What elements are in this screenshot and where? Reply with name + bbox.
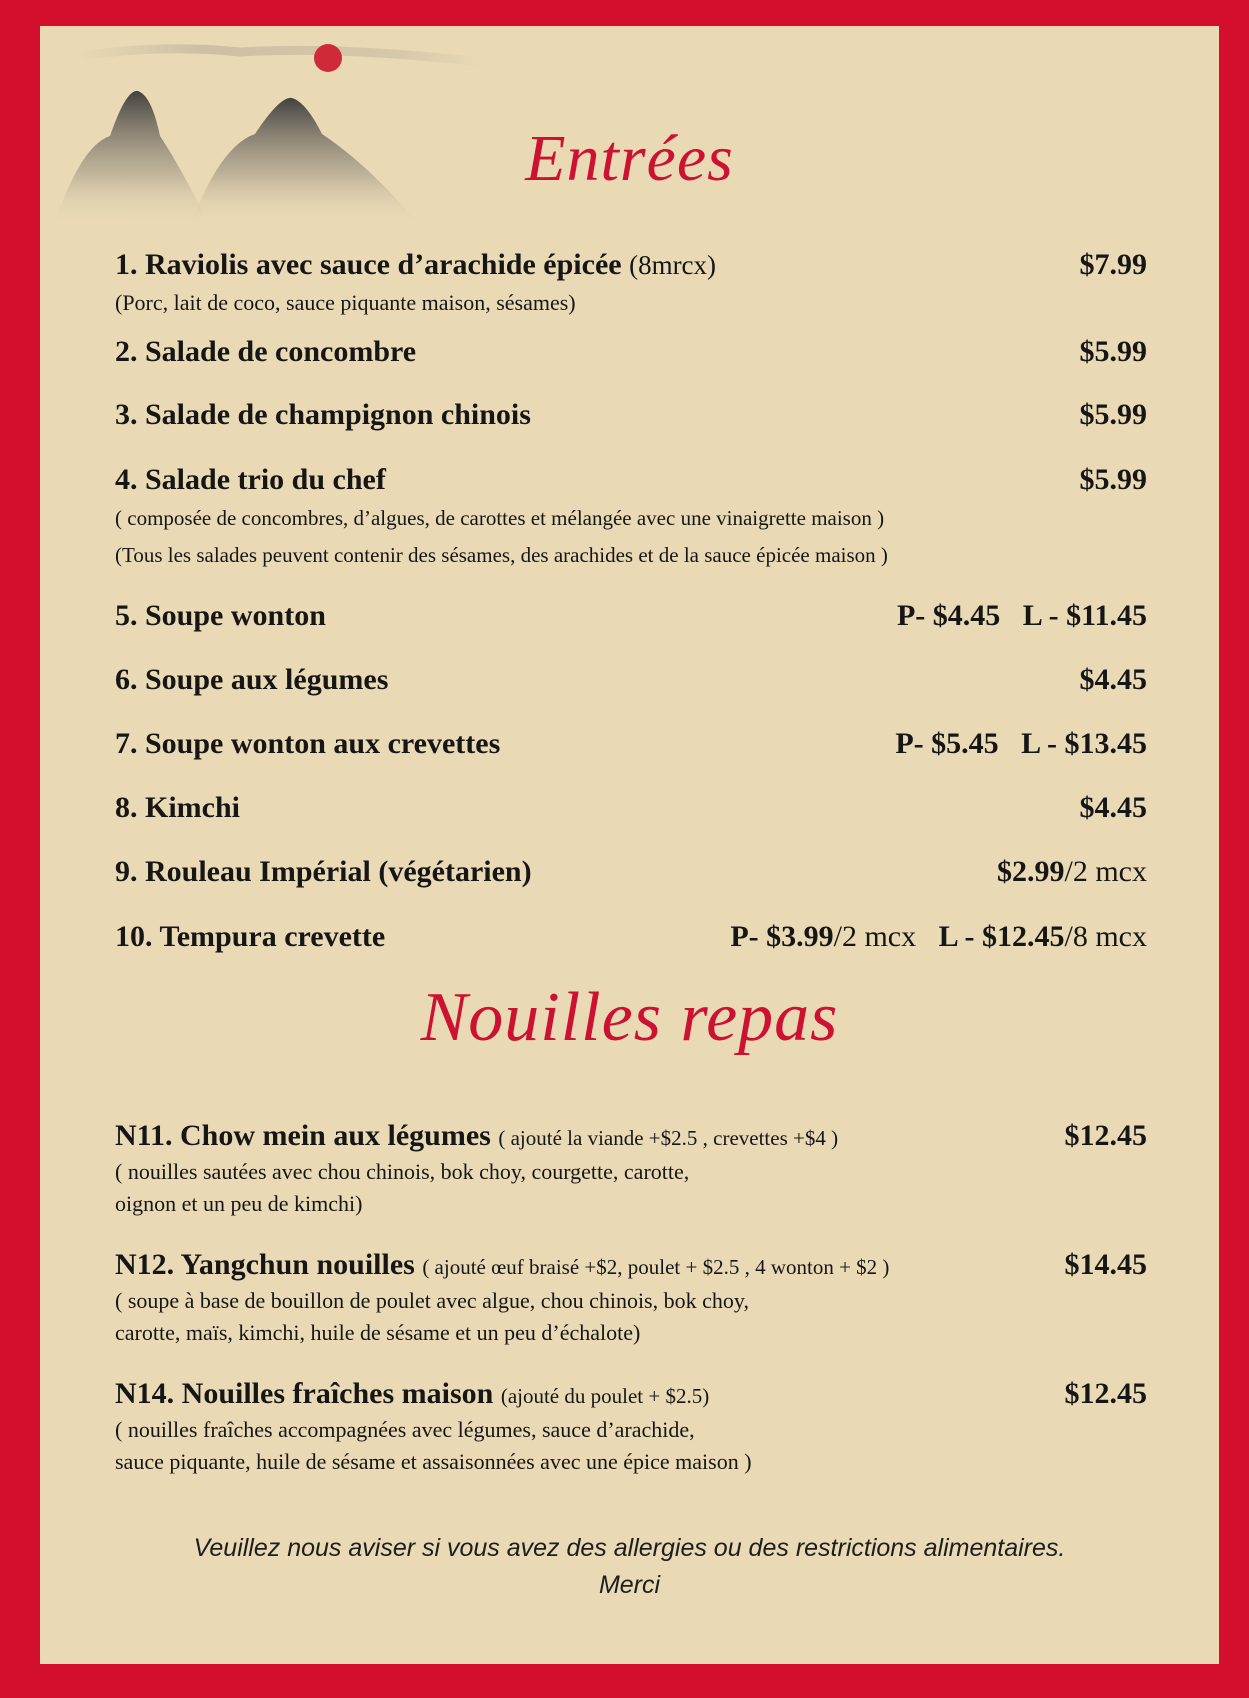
item-name: 7. Soupe wonton aux crevettes — [115, 727, 501, 760]
item-name: N11. Chow mein aux légumes — [115, 1119, 491, 1152]
item-name: 10. Tempura crevette — [115, 920, 386, 953]
item-name: 8. Kimchi — [115, 791, 240, 824]
allergy-notice: Veuillez nous aviser si vous avez des allergies ou des restrictions alimentaires. — [193, 1534, 1066, 1562]
item-price: $12.45 — [1064, 1119, 1147, 1152]
item-price: P- $5.45 L - $13.45 — [895, 727, 1147, 760]
item-name: 1. Raviolis avec sauce d’arachide épicée — [115, 248, 622, 281]
item-price: $5.99 — [1079, 398, 1147, 431]
item-name: 3. Salade de champignon chinois — [115, 398, 531, 431]
item-price: $5.99 — [1079, 463, 1147, 496]
item-description: (Porc, lait de coco, sauce piquante maison, sésames) — [115, 290, 576, 315]
item-price: P- $4.45 L - $11.45 — [896, 599, 1147, 632]
item-name: N14. Nouilles fraîches maison — [115, 1377, 494, 1410]
entrees-heading: Entrées — [525, 122, 734, 195]
thanks-text: Merci — [598, 1571, 661, 1599]
item-price: $7.99 — [1079, 248, 1147, 281]
item-name: 5. Soupe wonton — [115, 599, 326, 632]
item-description: ( composée de concombres, d’algues, de carottes et mélangée avec une vinaigrette maison ) — [115, 506, 885, 530]
item-note: (Tous les salades peuvent contenir des sésames, des arachides et de la sauce épicée maison ) — [115, 543, 888, 567]
item-description: ( nouilles fraîches accompagnées avec légumes, sauce d’arachide, — [115, 1417, 695, 1442]
item-qualifier: (8mrcx) — [629, 250, 717, 280]
item-note: ( ajouté la viande +$2.5 , crevettes +$4 ) — [498, 1126, 839, 1150]
item-note: (ajouté du poulet + $2.5) — [500, 1384, 710, 1408]
item-price: $5.99 — [1079, 335, 1147, 368]
menu-page — [40, 26, 1219, 1664]
nouilles-heading: Nouilles repas — [420, 979, 839, 1056]
item-price: $4.45 — [1079, 663, 1147, 696]
item-note: ( ajouté œuf braisé +$2, poulet + $2.5 , 4 wonton + $2 ) — [422, 1255, 890, 1279]
item-name: 2. Salade de concombre — [115, 335, 417, 368]
item-price: P- $3.99/2 mcx L - $12.45/8 mcx — [730, 920, 1147, 953]
item-description: carotte, maïs, kimchi, huile de sésame et un peu d’échalote) — [115, 1320, 641, 1345]
item-description: oignon et un peu de kimchi) — [115, 1191, 363, 1216]
item-description: sauce piquante, huile de sésame et assaisonnées avec une épice maison ) — [115, 1449, 752, 1474]
item-price: $12.45 — [1064, 1377, 1147, 1410]
item-price: $14.45 — [1064, 1248, 1147, 1281]
item-description: ( soupe à base de bouillon de poulet avec algue, chou chinois, bok choy, — [115, 1288, 749, 1313]
item-description: ( nouilles sautées avec chou chinois, bok choy, courgette, carotte, — [115, 1159, 690, 1184]
item-name: N12. Yangchun nouilles — [115, 1248, 415, 1281]
item-name: 4. Salade trio du chef — [115, 463, 386, 496]
item-name: 9. Rouleau Impérial (végétarien) — [115, 855, 532, 888]
item-name: 6. Soupe aux légumes — [115, 663, 389, 696]
item-price: $2.99/2 mcx — [997, 855, 1147, 888]
item-price: $4.45 — [1079, 791, 1147, 824]
